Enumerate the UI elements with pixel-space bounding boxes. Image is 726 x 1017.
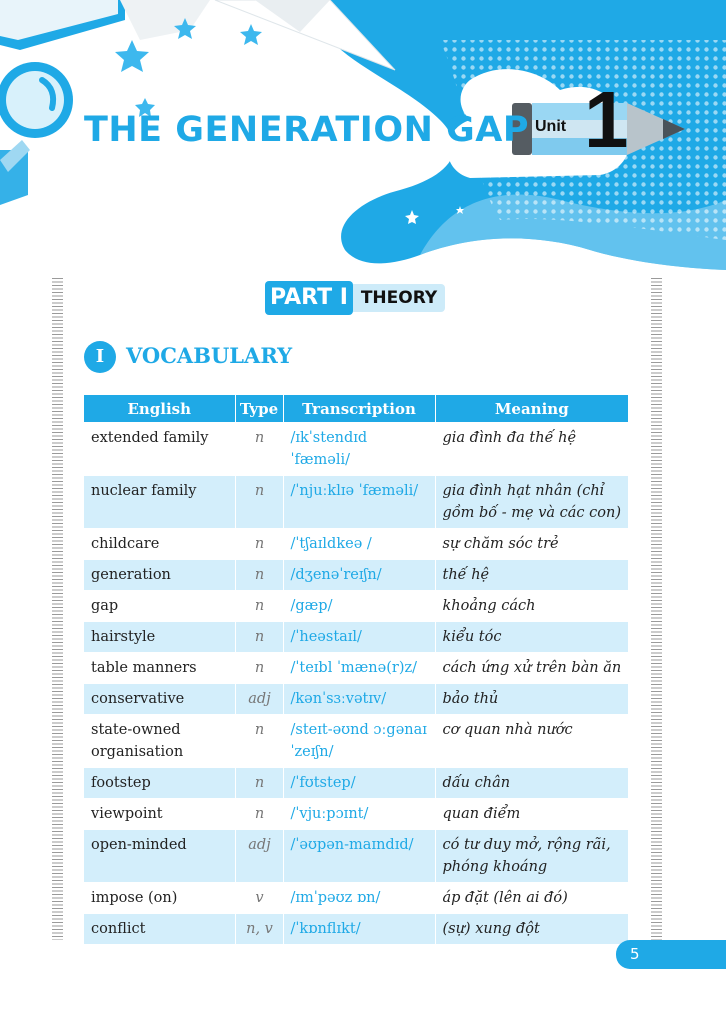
cell-transcription: /steɪt-əʊnd ɔːgənaɪˈzeɪʃn/ bbox=[283, 715, 435, 768]
vocabulary-table bbox=[84, 395, 628, 944]
right-margin-ruler bbox=[651, 278, 662, 940]
cell-type: v bbox=[235, 883, 283, 914]
cell-transcription: /gæp/ bbox=[283, 591, 435, 622]
cell-type: n bbox=[235, 529, 283, 560]
cell-transcription: /ˈəʊpən-maɪndɪd/ bbox=[283, 830, 435, 883]
column-header-meaning: Meaning bbox=[435, 395, 628, 423]
cell-transcription: /ˈnjuːklɪə ˈfæməli/ bbox=[283, 476, 435, 529]
cell-type: n, v bbox=[235, 914, 283, 945]
chapter-title: THE GENERATION GAP bbox=[84, 110, 530, 150]
cell-type: n bbox=[235, 476, 283, 529]
cell-transcription: /kənˈsɜːvətɪv/ bbox=[283, 684, 435, 715]
table-row bbox=[84, 529, 628, 560]
cell-type: n bbox=[235, 591, 283, 622]
part-heading bbox=[265, 281, 445, 315]
table-row bbox=[84, 883, 628, 914]
table-row bbox=[84, 914, 628, 945]
cell-english: state-owned organisation bbox=[84, 715, 235, 768]
cell-meaning: kiểu tóc bbox=[435, 622, 628, 653]
table-row bbox=[84, 560, 628, 591]
cell-meaning: khoảng cách bbox=[435, 591, 628, 622]
section-number-badge: I bbox=[84, 341, 116, 373]
cell-meaning: cơ quan nhà nước bbox=[435, 715, 628, 768]
cell-transcription: /ɪmˈpəʊz ɒn/ bbox=[283, 883, 435, 914]
cell-english: conflict bbox=[84, 914, 235, 945]
cell-transcription: /ˈtʃaɪldkeə / bbox=[283, 529, 435, 560]
cell-english: footstep bbox=[84, 768, 235, 799]
cell-meaning: gia đình đa thế hệ bbox=[435, 423, 628, 476]
cell-english: extended family bbox=[84, 423, 235, 476]
cell-type: n bbox=[235, 653, 283, 684]
cell-english: open-minded bbox=[84, 830, 235, 883]
column-header-transcription: Transcription bbox=[283, 395, 435, 423]
part-title: THEORY bbox=[353, 284, 445, 312]
cell-meaning: cách ứng xử trên bàn ăn bbox=[435, 653, 628, 684]
table-row bbox=[84, 591, 628, 622]
table-row bbox=[84, 715, 628, 768]
page-number-tab bbox=[616, 940, 726, 969]
cell-type: n bbox=[235, 768, 283, 799]
cell-type: n bbox=[235, 715, 283, 768]
cell-meaning: gia đình hạt nhân (chỉ gồm bố - mẹ và các con) bbox=[435, 476, 628, 529]
cell-english: hairstyle bbox=[84, 622, 235, 653]
cell-english: gap bbox=[84, 591, 235, 622]
table-row bbox=[84, 622, 628, 653]
cell-transcription: /ˈvjuːpɔɪnt/ bbox=[283, 799, 435, 830]
table-header-row bbox=[84, 395, 628, 423]
cell-meaning: áp đặt (lên ai đó) bbox=[435, 883, 628, 914]
cell-english: conservative bbox=[84, 684, 235, 715]
section-title: VOCABULARY bbox=[126, 343, 293, 368]
cell-english: table manners bbox=[84, 653, 235, 684]
cell-meaning: bảo thủ bbox=[435, 684, 628, 715]
table-row bbox=[84, 653, 628, 684]
cell-meaning: dấu chân bbox=[435, 768, 628, 799]
cell-transcription: /ˈkɒnflɪkt/ bbox=[283, 914, 435, 945]
left-margin-ruler bbox=[52, 278, 63, 940]
cell-english: impose (on) bbox=[84, 883, 235, 914]
cell-type: adj bbox=[235, 684, 283, 715]
table-row bbox=[84, 799, 628, 830]
column-header-type: Type bbox=[235, 395, 283, 423]
page-number: 5 bbox=[630, 945, 640, 963]
cell-type: n bbox=[235, 799, 283, 830]
table-row bbox=[84, 476, 628, 529]
cell-english: nuclear family bbox=[84, 476, 235, 529]
cell-transcription: /ˈheəstaɪl/ bbox=[283, 622, 435, 653]
cell-english: viewpoint bbox=[84, 799, 235, 830]
table-row bbox=[84, 423, 628, 476]
cell-type: n bbox=[235, 622, 283, 653]
table-row bbox=[84, 684, 628, 715]
table-row bbox=[84, 830, 628, 883]
cell-english: generation bbox=[84, 560, 235, 591]
cell-meaning: quan điểm bbox=[435, 799, 628, 830]
cell-meaning: có tư duy mở, rộng rãi, phóng khoáng bbox=[435, 830, 628, 883]
cell-meaning: thế hệ bbox=[435, 560, 628, 591]
unit-label: Unit bbox=[535, 118, 567, 135]
cell-type: n bbox=[235, 560, 283, 591]
part-label: PART I bbox=[265, 281, 353, 315]
column-header-english: English bbox=[84, 395, 235, 423]
cell-type: n bbox=[235, 423, 283, 476]
cell-transcription: /ˈteɪbl ˈmænə(r)z/ bbox=[283, 653, 435, 684]
unit-number: 1 bbox=[584, 75, 629, 164]
cell-transcription: /dʒenəˈreɪʃn/ bbox=[283, 560, 435, 591]
cell-meaning: sự chăm sóc trẻ bbox=[435, 529, 628, 560]
cell-meaning: (sự) xung đột bbox=[435, 914, 628, 945]
cell-transcription: /ɪkˈstendɪd ˈfæməli/ bbox=[283, 423, 435, 476]
cell-type: adj bbox=[235, 830, 283, 883]
cell-transcription: /ˈfʊtstep/ bbox=[283, 768, 435, 799]
table-row bbox=[84, 768, 628, 799]
cell-english: childcare bbox=[84, 529, 235, 560]
